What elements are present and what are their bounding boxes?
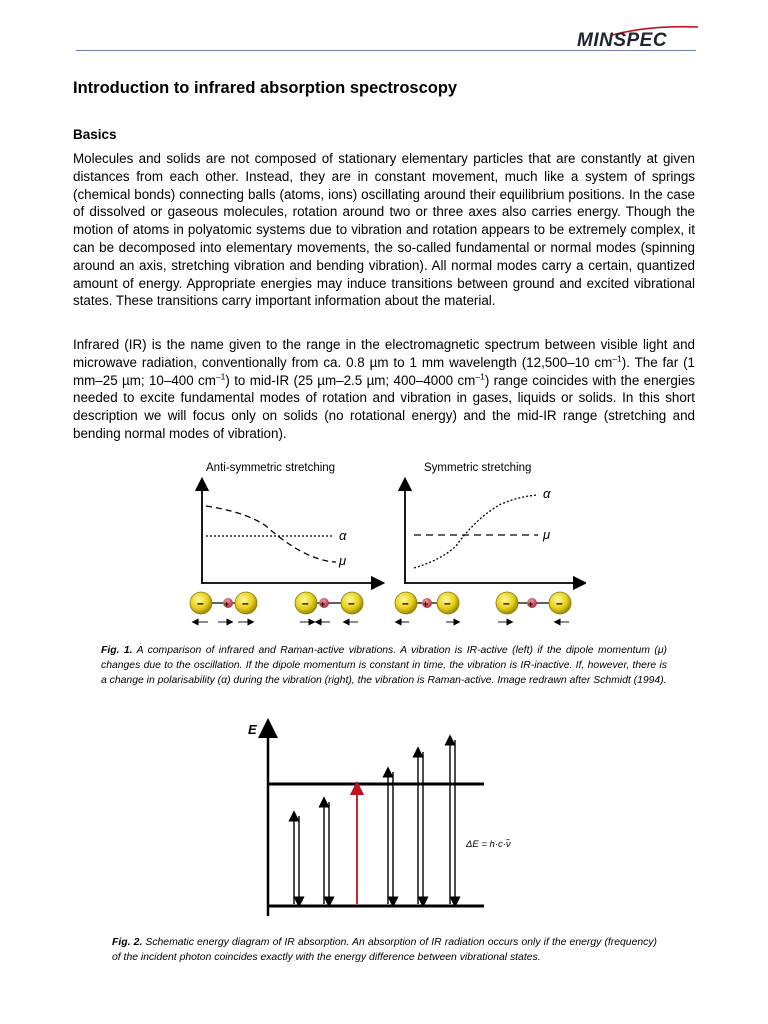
section-heading: Basics bbox=[73, 127, 117, 142]
svg-text:–: – bbox=[503, 596, 510, 610]
svg-text:–: – bbox=[348, 596, 355, 610]
left-plot-title: Anti-symmetric stretching bbox=[206, 462, 336, 474]
svg-text:–: – bbox=[242, 596, 249, 610]
left-alpha-label: α bbox=[339, 528, 347, 543]
svg-text:–: – bbox=[197, 596, 204, 610]
svg-text:+: + bbox=[423, 599, 429, 609]
svg-text:–: – bbox=[402, 596, 409, 610]
figure-1-caption: Fig. 1. A comparison of infrared and Raman-active vibrations. A vibration is IR-active (left) if the dipole momentum (μ) changes due to the oscillation. If the dipole momentum is constant in time, the vibration is IR-inactive. If, however, there is a change in polarisability (α) during the vibration (right), the vibration is Raman-active. Image redrawn after Schmidt (1994). bbox=[101, 645, 667, 687]
svg-text:+: + bbox=[528, 599, 534, 609]
svg-text:–: – bbox=[444, 596, 451, 610]
paragraph-basics: Molecules and solids are not composed of stationary elementary particles that are constantly at given distances from each other. Instead, they are in constant movement, much like a system of springs (chemical bonds) connecting balls (atoms, ions) oscillating around their equilibrium positions. In the case of dissolved or gaseous molecules, rotation around two or three axes also carries energy. Though the motion of atoms in polyatomic systems due to vibration and rotation appears to be extremely complex, it can be decomposed into elementary movements, the so-called fundamental or normal modes (spinning around an axis, stretching vibration and bending vibration). All normal modes carry a certain, quantized amount of energy. Appropriate energies may induce transitions between ground and excited vibrational states. These transitions carry important information about the material. bbox=[73, 151, 695, 309]
minspec-logo: MINSPEC bbox=[577, 30, 668, 51]
svg-text:+: + bbox=[224, 599, 230, 609]
energy-axis-label: E bbox=[248, 722, 257, 737]
delta-e-label: ΔE = h·c·ν̃ bbox=[466, 839, 511, 850]
left-mu-curve bbox=[206, 506, 336, 562]
figure-1-vibration-diagram bbox=[186, 456, 586, 634]
right-alpha-curve bbox=[414, 495, 538, 568]
svg-text:–: – bbox=[302, 596, 309, 610]
molecule-antisym-1 bbox=[190, 592, 257, 622]
svg-text:–: – bbox=[556, 596, 563, 610]
molecule-sym-2 bbox=[496, 592, 571, 622]
svg-text:+: + bbox=[320, 599, 326, 609]
molecule-sym-1 bbox=[395, 592, 459, 622]
molecule-antisym-2 bbox=[295, 592, 363, 622]
right-alpha-label: α bbox=[543, 486, 551, 501]
right-plot-title: Symmetric stretching bbox=[424, 462, 532, 474]
paragraph-infrared: Infrared (IR) is the name given to the range in the electromagnetic spectrum between visible light and microwave radiation, conventionally from ca. 0.8 µm to 1 mm wavelength (12,500–10 $cm^{-1}$). The far (1 mm–25 µm; 10–400 $cm^{-1}$) to mid-IR (25 µm–2.5 µm; 400–4000 $cm^{-1}$) range coincides with the energies needed to excite fundamental modes of rotation and vibration in gases, liquids or solids. In this short description we will focus only on solids (no rotational energy) and the mid-IR range (stretching and bending normal modes of vibration). bbox=[73, 337, 696, 441]
figure-2-caption: Fig. 2. Schematic energy diagram of IR absorption. An absorption of IR radiation occurs only if the energy (frequency) of the incident photon coincides exactly with the energy difference between vibrational states. bbox=[112, 937, 657, 964]
page-title: Introduction to infrared absorption spectroscopy bbox=[73, 79, 458, 97]
left-mu-label: μ bbox=[339, 553, 347, 568]
right-mu-label: μ bbox=[543, 527, 551, 542]
figure-2-energy-diagram bbox=[240, 716, 530, 924]
